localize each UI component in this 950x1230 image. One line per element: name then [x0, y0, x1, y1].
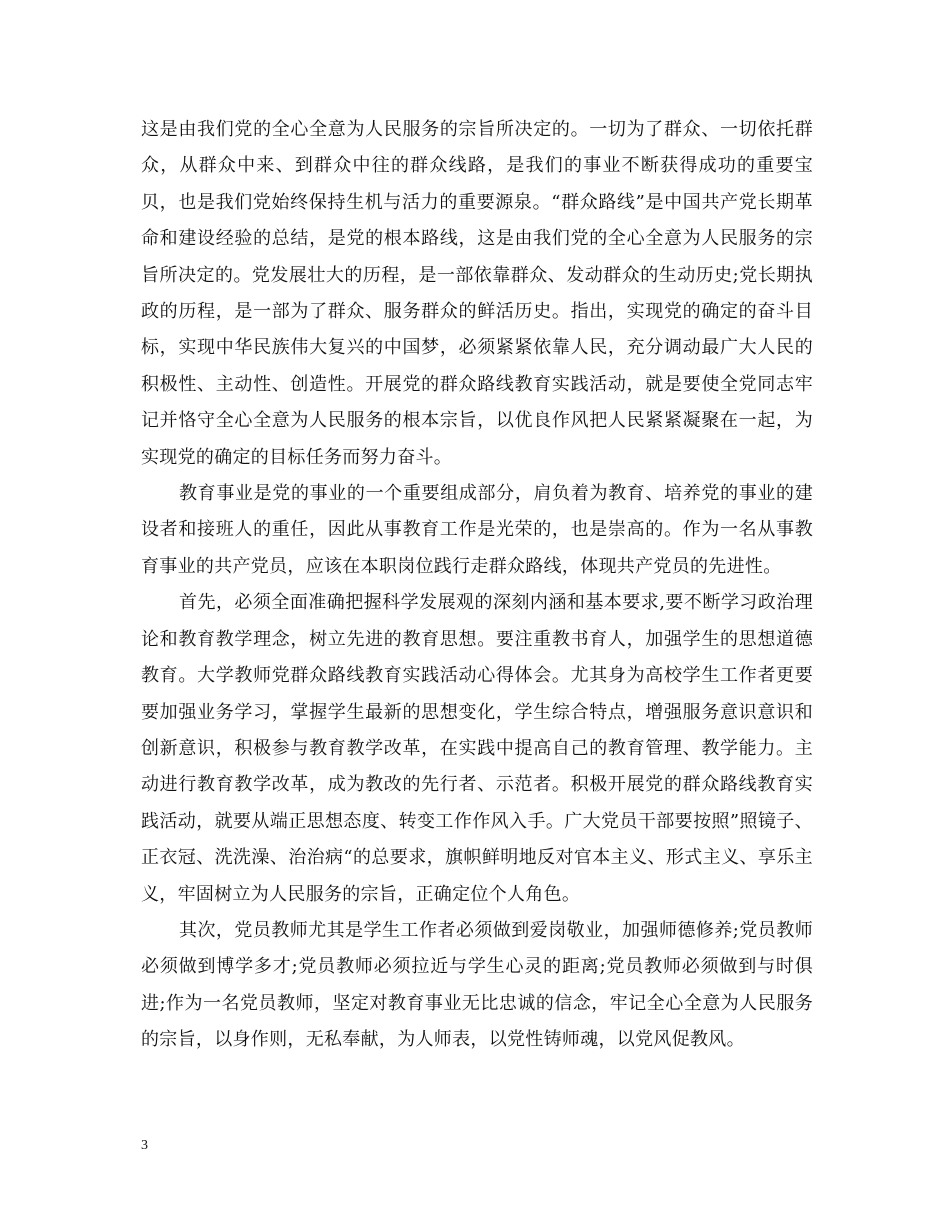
paragraph-2: 教育事业是党的事业的一个重要组成部分，肩负着为教育、培养党的事业的建设者和接班人的重任，因此从事教育工作是光荣的，也是崇高的。作为一名从事教育事业的共产党员，应该在本职岗位践行走群众路线，体现共产党员的先进性。: [141, 483, 813, 577]
paragraph-4: 其次，党员教师尤其是学生工作者必须做到爱岗敬业，加强师德修养;党员教师必须做到博学多才;党员教师必须拉近与学生心灵的距离;党员教师必须做到与时俱进;作为一名党员教师，坚定对教育事业无比忠诚的信念，牢记全心全意为人民服务的宗旨，以身作则，无私奉献，为人师表，以党性铸师魂，以党风促教风。: [141, 919, 813, 1051]
paragraph-1: 这是由我们党的全心全意为人民服务的宗旨所决定的。一切为了群众、一切依托群众，从群众中来、到群众中往的群众线路，是我们的事业不断获得成功的重要宝贝，也是我们党始终保持生机与活力的重要源泉。“群众路线”是中国共产党长期革命和建设经验的总结，是党的根本路线，这是由我们党的全心全意为人民服务的宗旨所决定的。党发展壮大的历程，是一部依靠群众、发动群众的生动历史;党长期执政的历程，是一部为了群众、服务群众的鲜活历史。指出，实现党的确定的奋斗目标，实现中华民族伟大复兴的中国梦，必须紧紧依靠人民，充分调动最广大人民的积极性、主动性、创造性。开展党的群众路线教育实践活动，就是要使全党同志牢记并恪守全心全意为人民服务的根本宗旨，以优良作风把人民紧紧凝聚在一起，为实现党的确定的目标任务而努力奋斗。: [141, 119, 813, 468]
page-number: 3: [141, 1138, 148, 1153]
paragraph-3: 首先，必须全面准确把握科学发展观的深刻内涵和基本要求,要不断学习政治理论和教育教学理念，树立先进的教育思想。要注重教书育人，加强学生的思想道德教育。大学教师党群众路线教育实践活动心得体会。尤其身为高校学生工作者更要要加强业务学习，掌握学生最新的思想变化，学生综合特点，增强服务意识意识和创新意识，积极参与教育教学改革，在实践中提高自己的教育管理、教学能力。主动进行教育教学改革，成为教改的先行者、示范者。积极开展党的群众路线教育实践活动，就要从端正思想态度、转变工作作风入手。广大党员干部要按照”照镜子、正衣冠、洗洗澡、治治病“的总要求，旗帜鲜明地反对官本主义、形式主义、享乐主义，牢固树立为人民服务的宗旨，正确定位个人角色。: [141, 592, 813, 905]
document-body: [141, 112, 813, 1059]
